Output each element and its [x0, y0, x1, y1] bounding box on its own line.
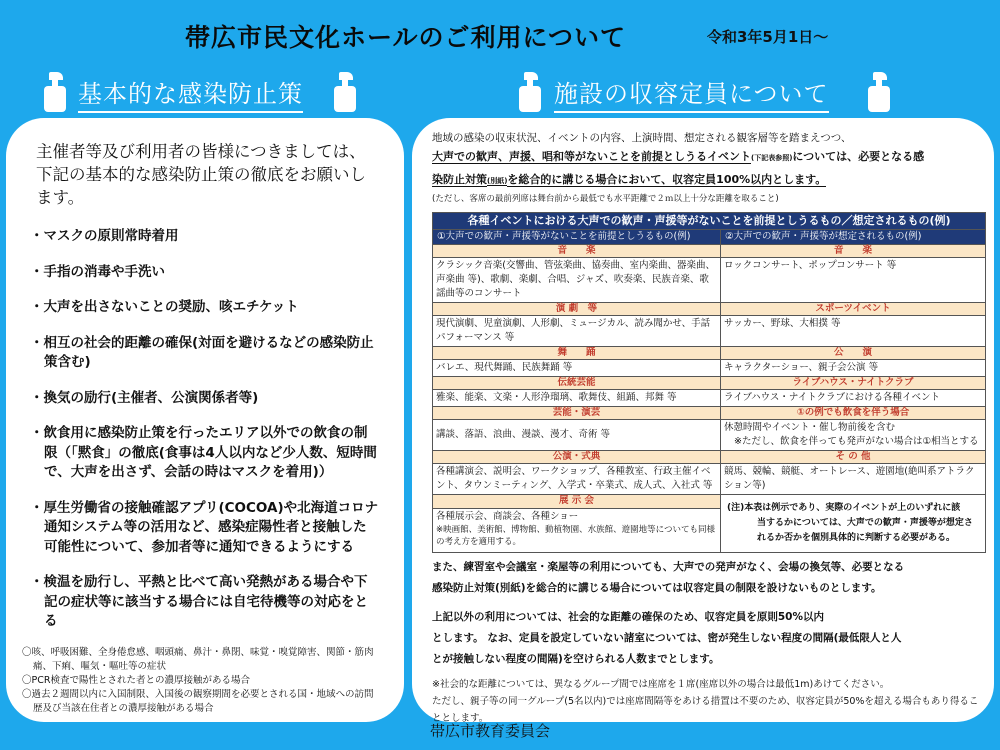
table-cell: クラシック音楽(交響曲、管弦楽曲、協奏曲、室内楽曲、器楽曲、声楽曲 等)、歌劇、楽劇、合唱、ジャズ、吹奏楽、民族音楽、歌謡曲等のコンサート — [433, 258, 721, 303]
table-cell: 現代演劇、児童演劇、人形劇、ミュージカル、読み聞かせ、手話パフォーマンス 等 — [433, 316, 721, 347]
category-label: 音 楽 — [721, 245, 986, 258]
event-table — [432, 212, 986, 553]
category-label: 公演・式典 — [433, 451, 721, 464]
bullet-item: ・飲食用に感染防止策を行ったエリア以外での飲食の制限（「黙食」の徹底(食事は4人以内など少人数、短時間で、大声を出さず、会話の時はマスクを着用)） — [30, 425, 377, 480]
table-cell: ライブハウス・ナイトクラブにおける各種イベント — [721, 390, 986, 407]
column-header: ①大声での歓声・声援等がないことを前提としうるもの(例) — [433, 230, 721, 245]
table-title: 各種イベントにおける大声での歓声・声援等がないことを前提としうるもの／想定されるもの(例) — [433, 213, 986, 230]
intro-text: 主催者等及び利用者の皆様につきましては、下記の基本的な感染防止策の徹底をお願いします。 — [36, 142, 366, 207]
rooms-paragraph: また、練習室や会議室・楽屋等の利用についても、大声での発声がなく、会場の換気等、必要となる 感染防止対策(別紙)を総合的に講じる場合については収容定員の制限を設けないものとします。 — [432, 561, 905, 594]
basic-measures-panel — [6, 118, 404, 722]
note-item: 〇PCR検査で陽性とされた者との濃厚接触がある場合 — [22, 674, 250, 686]
bullet-item: ・手指の消毒や手洗い — [30, 263, 165, 280]
bullet-item: ・相互の社会的距離の確保(対面を避けるなどの感染防止策含む) — [30, 334, 374, 370]
capacity-rule-cont: 染防止対策(別紙)を総合的に講じる場合において、収容定員100%以内とします。 — [432, 173, 827, 186]
bullet-item: ・換気の励行(主催者、公演関係者等) — [30, 389, 259, 406]
capacity-panel — [412, 118, 994, 722]
bullet-item: ・検温を励行し、平熱と比べて高い発熱がある場合や下記の症状等に該当する場合には自宅待機等の対応をとる — [30, 574, 368, 629]
category-label: スポーツイベント — [721, 303, 986, 316]
right-heading: 施設の収容定員について — [554, 74, 829, 113]
category-label: そ の 他 — [721, 451, 986, 464]
table-cell: 雅楽、能楽、文楽・人形浄瑠璃、歌舞伎、組踊、邦舞 等 — [433, 390, 721, 407]
other-use-paragraph: 上記以外の利用については、社会的な距離の確保のため、収容定員を原則50%以内 とします。 なお、定員を設定していない諸室については、密が発生しない程度の間隔(最低限人と人 とが接触しない程度の間隔)を空けられる人数までとします。 — [432, 611, 902, 665]
category-label: ①の例でも飲食を伴う場合 — [721, 407, 986, 420]
table-cell: 講談、落語、浪曲、漫談、漫才、奇術 等 — [433, 420, 721, 451]
page-title: 帯広市民文化ホールのご利用について — [185, 23, 627, 52]
table-cell: 休憩時間やイベント・催し物前後を含む ※ただし、飲食を伴っても発声がない場合は①相当とする — [721, 420, 986, 451]
table-cell: バレエ、現代舞踊、民族舞踊 等 — [433, 360, 721, 377]
footer-organization: 帯広市教育委員会 — [430, 722, 551, 740]
note-item: 〇過去２週間以内に入国制限、入国後の観察期間を必要とされる国・地域への訪問歴及び当該在住者との濃厚接触がある場合 — [22, 688, 374, 714]
left-heading: 基本的な感染防止策 — [78, 74, 303, 113]
sanitizer-icon — [334, 72, 356, 112]
table-cell: 競馬、競輪、競艇、オートレース、遊園地(絶叫系アトラクション等) — [721, 464, 986, 495]
capacity-rule: 大声での歓声、声援、唱和等がないことを前提としうるイベント(下記表参照)については、必要となる感 — [432, 150, 925, 163]
category-label: 展 示 会 — [433, 495, 721, 509]
bullet-item: ・マスクの原則常時着用 — [30, 228, 179, 244]
category-label: 公 演 — [721, 347, 986, 360]
category-label: 伝統芸能 — [433, 377, 721, 390]
capacity-intro: 地域の感染の収束状況、イベントの内容、上演時間、想定される観客層等を踏まえつつ、 — [432, 132, 852, 144]
category-label: 音 楽 — [433, 245, 721, 258]
bullet-item: ・大声を出さないことの奨励、咳エチケット — [30, 299, 299, 315]
symptom-notes — [22, 646, 380, 716]
column-header: ②大声での歓声・声援等が想定されるもの(例) — [721, 230, 986, 245]
table-cell: 各種講演会、説明会、ワークショップ、各種教室、行政主催イベント、タウンミーティング、入学式・卒業式、成人式、入社式 等 — [433, 464, 721, 495]
category-label: ライブハウス・ナイトクラブ — [721, 377, 986, 390]
sanitizer-icon — [519, 72, 541, 112]
front-row-note: (ただし、客席の最前列席は舞台前から最低でも水平距離で２ｍ以上十分な距離を取ること) — [432, 194, 779, 204]
table-cell: 各種展示会、商談会、各種ショー ※映画館、美術館、博物館、動植物園、水族館、遊園地等についても同様の考え方を適用する。 — [433, 508, 721, 552]
category-label: 芸能・演芸 — [433, 407, 721, 420]
category-label: 舞 踊 — [433, 347, 721, 360]
table-disclaimer: (注)本表は例示であり、実際のイベントが上のいずれに該 当するかについては、大声での歓声・声援等が想定さ れるか否かを個別具体的に判断する必要がある。 — [721, 495, 986, 553]
effective-date: 令和3年5月1日～ — [707, 28, 829, 46]
table-cell: ロックコンサート、ポップコンサート 等 — [721, 258, 986, 303]
table-cell: サッカー、野球、大相撲 等 — [721, 316, 986, 347]
category-label: 演 劇 等 — [433, 303, 721, 316]
note-item: 〇咳、呼吸困難、全身倦怠感、咽頭痛、鼻汁・鼻閉、味覚・嗅覚障害、関節・筋肉痛、下痢、嘔気・嘔吐等の症状 — [22, 646, 374, 672]
sanitizer-icon — [868, 72, 890, 112]
sanitizer-icon — [44, 72, 66, 112]
bullet-item: ・厚生労働省の接触確認アプリ(COCOA)や北海道コロナ通知システム等の活用など、感染症陽性者と接触した可能性について、参加者等に通知できるようにする — [30, 499, 379, 555]
table-cell: キャラクターショー、親子会公演 等 — [721, 360, 986, 377]
distance-footnote: ※社会的な距離については、異なるグループ間では座席を１席(座席以外の場合は最低1m)あけてください。 ただし、親子等の同一グループ(5名以内)では座席間隔等をあける措置は不要のため、収容定員が50%を超える場合もあり得ることとします。 — [432, 679, 979, 724]
